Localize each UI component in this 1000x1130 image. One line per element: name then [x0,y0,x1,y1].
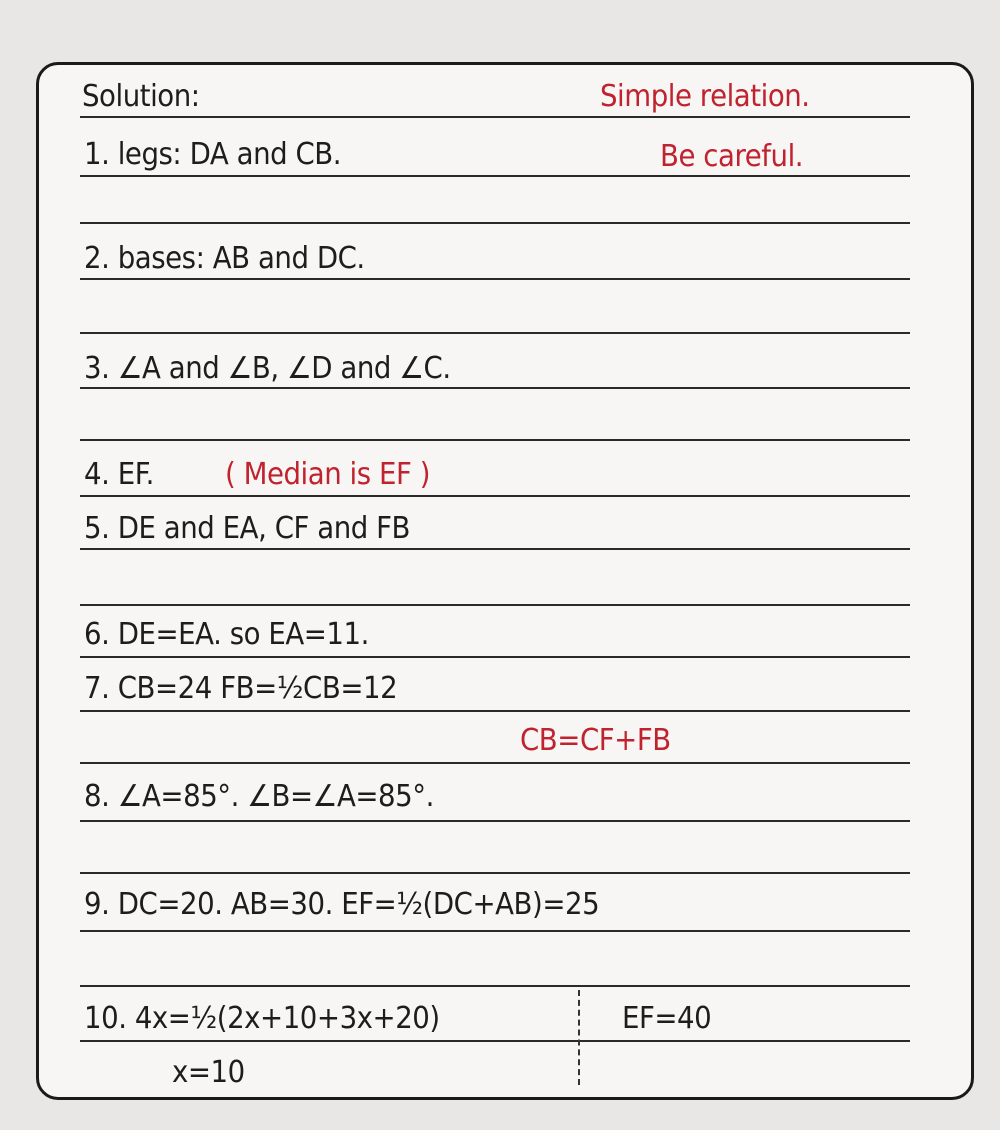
ruled-line [80,710,910,712]
line-4: 4. EF. [84,457,155,492]
ruled-line [80,387,910,389]
ruled-line [80,175,910,177]
ruled-line [80,604,910,606]
line-5: 5. DE and EA, CF and FB [84,511,410,546]
line-10-ef: EF=40 [622,1001,712,1036]
line-8: 8. ∠A=85°. ∠B=∠A=85°. [84,779,434,814]
ruled-line [80,548,910,550]
notebook-page [36,62,974,1100]
ruled-line [80,656,910,658]
divider-line [578,990,580,1085]
line-10: 10. 4x=½(2x+10+3x+20) [84,1001,440,1036]
ruled-line [80,762,910,764]
ruled-line [80,930,910,932]
note-be-careful: Be careful. [660,139,804,174]
ruled-line [80,872,910,874]
line-1: 1. legs: DA and CB. [84,137,342,172]
line-7: 7. CB=24 FB=½CB=12 [84,671,398,706]
note-cb-sum: CB=CF+FB [520,723,671,758]
line-2: 2. bases: AB and DC. [84,241,365,276]
ruled-line [80,332,910,334]
ruled-line [80,439,910,441]
ruled-line [80,278,910,280]
ruled-line [80,1040,910,1042]
ruled-line [80,820,910,822]
line-9: 9. DC=20. AB=30. EF=½(DC+AB)=25 [84,887,600,922]
line-3: 3. ∠A and ∠B, ∠D and ∠C. [84,351,451,386]
line-6: 6. DE=EA. so EA=11. [84,617,369,652]
ruled-line [80,985,910,987]
line-10-x: x=10 [172,1055,245,1090]
ruled-line [80,116,910,118]
ruled-line [80,222,910,224]
solution-title: Solution: [82,79,200,114]
ruled-line [80,495,910,497]
note-median: ( Median is EF ) [225,457,431,492]
note-simple-relation: Simple relation. [600,79,810,114]
